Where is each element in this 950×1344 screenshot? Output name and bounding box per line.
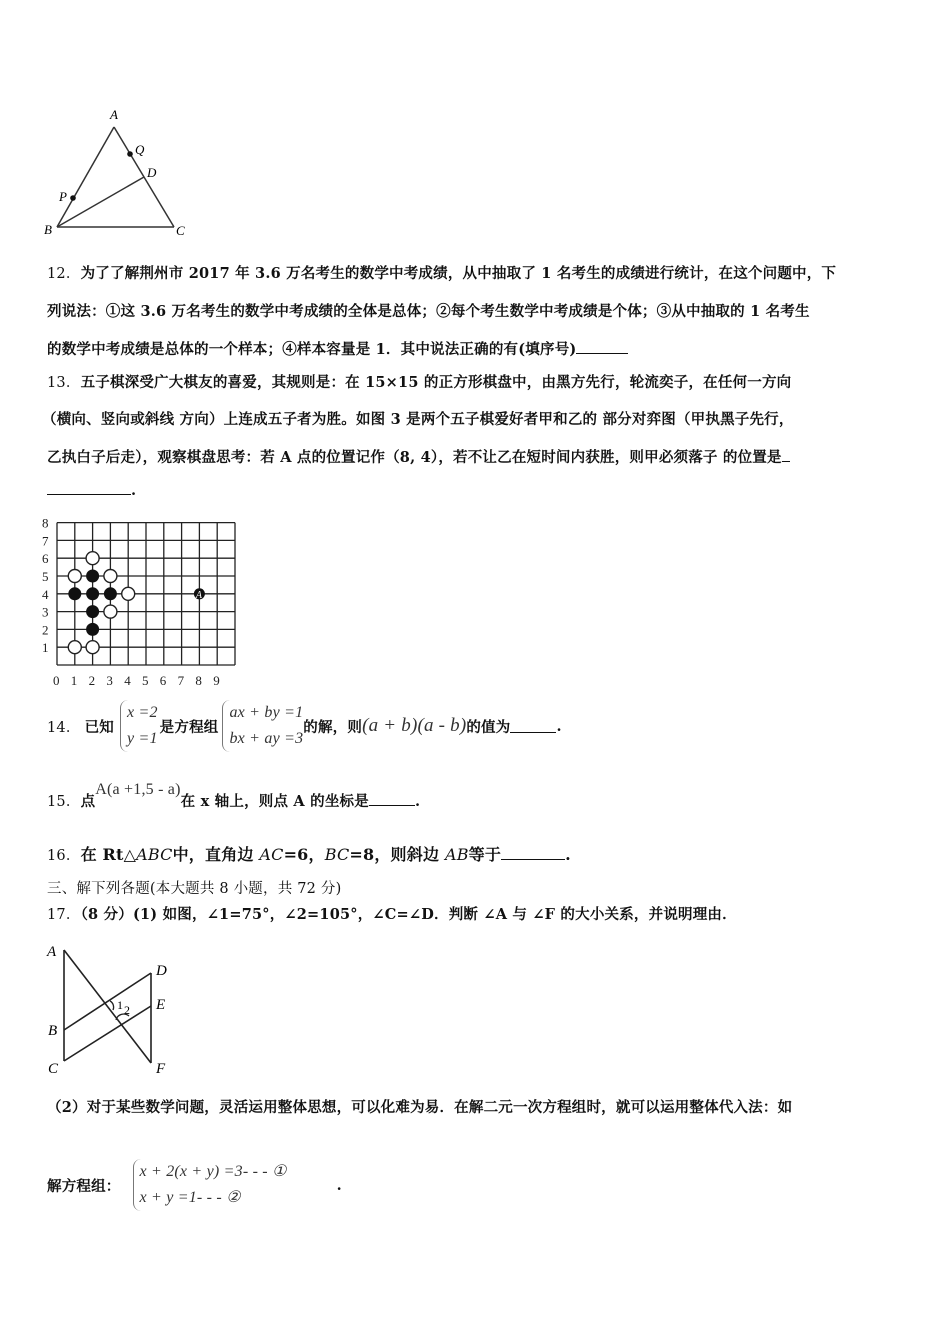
y-tick-label: 2: [42, 622, 49, 638]
x-tick-label: 6: [159, 673, 167, 688]
svg-text:A: A: [195, 589, 203, 601]
parallel-lines-figure: [40, 935, 210, 1080]
label-F: F: [156, 1061, 166, 1077]
y-tick-label: 8: [42, 515, 49, 531]
section-3-heading: 三、解下列各题(本大题共 8 小题，共 72 分): [47, 881, 342, 897]
q17-part1: 17．（8 分）(1) 如图，∠1=75°，∠2=105°，∠C=∠D．判断 ∠A 与 ∠F 的大小关系，并说明理由．: [47, 906, 737, 923]
q14-equation-system: ax + by =1 bx + ay =3: [222, 700, 303, 752]
black-stone: [68, 587, 81, 600]
y-tick-label: 6: [42, 551, 49, 567]
x-tick-label: 8: [195, 673, 202, 688]
black-stone: [86, 623, 99, 636]
white-stone: [122, 587, 135, 600]
q13-line3: 乙执白子后走），观察棋盘思考：若 A 点的位置记作（8, 4），若不让乙在短时间内获胜，则甲必须落子 的位置是: [47, 446, 790, 467]
q17-number: 17．: [47, 907, 81, 923]
gomoku-board-figure: [40, 512, 250, 690]
q12-number: 12．: [47, 266, 81, 282]
q12-line3: 的数学中考成绩是总体的一个样本；④样本容量是 1．其中说法正确的有(填序号): [47, 338, 628, 359]
x-tick-label: 0: [53, 673, 60, 688]
label-P: P: [59, 189, 67, 204]
q17-equation-system: x + 2(x + y) =3- - - ① x + y =1- - - ②: [133, 1159, 287, 1211]
y-tick-label: 7: [42, 533, 49, 549]
q14-line: 14． 已知 x =2 y =1 是方程组 ax + by =1 bx + ay =3 的解，则 (a + b)(a - b) 的值为 .: [47, 700, 562, 752]
label-B: B: [44, 222, 52, 237]
q14-expression: (a + b)(a - b): [362, 715, 467, 736]
black-stone: [104, 587, 117, 600]
label-C: C: [176, 223, 185, 238]
q15-number: 15．: [47, 794, 81, 810]
q16-answer-blank[interactable]: [501, 847, 565, 860]
white-stone: [68, 570, 81, 583]
q17-system-line: 解方程组： x + 2(x + y) =3- - - ① x + y =1- - - ② .: [47, 1155, 342, 1215]
q13-answer-blank[interactable]: [47, 482, 131, 495]
x-tick-label: 9: [213, 673, 220, 688]
q15-line: 15．点A(a +1,5 - a)在 x 轴上，则点 A 的坐标是 .: [47, 781, 421, 810]
angle-2-label: 2: [124, 1003, 130, 1017]
triangle-figure: [40, 100, 210, 245]
y-tick-label: 4: [42, 586, 49, 602]
q15-answer-blank[interactable]: [369, 793, 415, 806]
black-stone: [86, 605, 99, 618]
black-stone: [86, 587, 99, 600]
q15-point: A(a +1,5 - a): [95, 781, 181, 798]
x-tick-label: 3: [106, 673, 113, 688]
q12-answer-blank[interactable]: [576, 341, 628, 354]
y-tick-label: 5: [42, 569, 49, 584]
q13-line2: （横向、竖向或斜线 方向）上连成五子者为胜。如图 3 是两个五子棋爱好者甲和乙的 部分对弈图（甲执黑子先行，: [42, 411, 794, 428]
q12-line1: 12．为了了解荆州市 2017 年 3.6 万名考生的数学中考成绩，从中抽取了 1 名考生的成绩进行统计，在这个问题中，下: [47, 265, 837, 282]
x-tick-label: 4: [124, 673, 131, 688]
q14-answer-blank[interactable]: [510, 720, 556, 733]
label-A: A: [47, 944, 57, 960]
q14-number: 14．: [47, 719, 81, 736]
q13-number: 13．: [47, 375, 81, 391]
label-D: D: [147, 165, 157, 180]
x-tick-label: 5: [142, 673, 149, 688]
black-stone: [86, 570, 99, 583]
white-stone: [104, 605, 117, 618]
label-B: B: [48, 1023, 58, 1039]
q13-line1: 13．五子棋深受广大棋友的喜爱，其规则是：在 15×15 的正方形棋盘中，由黑方先行，轮流奕子，在任何一方向: [47, 374, 792, 391]
angle-1-label: 1: [117, 998, 123, 1012]
x-tick-label: 2: [88, 673, 96, 688]
label-A: A: [110, 107, 118, 122]
white-stone: [86, 641, 99, 654]
q17-part2: （2）对于某些数学问题，灵活运用整体思想，可以化难为易．在解二元一次方程组时，就可以运用整体代入法：如: [47, 1099, 793, 1116]
white-stone: [68, 641, 81, 654]
q16-line: 16．在 Rt△ABC中，直角边 AC=6，BC=8，则斜边 AB等于 .: [47, 845, 571, 864]
label-D: D: [156, 963, 167, 979]
q14-solution-system: x =2 y =1: [120, 700, 158, 752]
white-stone: [86, 552, 99, 565]
y-tick-label: 1: [42, 640, 49, 656]
label-C: C: [48, 1061, 59, 1077]
label-E: E: [156, 997, 166, 1013]
white-stone: [104, 570, 117, 583]
q16-number: 16．: [47, 848, 81, 864]
q13-line4: .: [47, 482, 136, 499]
x-tick-label: 7: [177, 673, 185, 688]
q12-line2: 列说法：①这 3.6 万名考生的数学中考成绩的全体是总体；②每个考生数学中考成绩是个体；③从中抽取的 1 名考生: [47, 303, 810, 320]
label-Q: Q: [135, 142, 145, 157]
x-tick-label: 1: [70, 673, 78, 688]
y-tick-label: 3: [42, 604, 49, 620]
